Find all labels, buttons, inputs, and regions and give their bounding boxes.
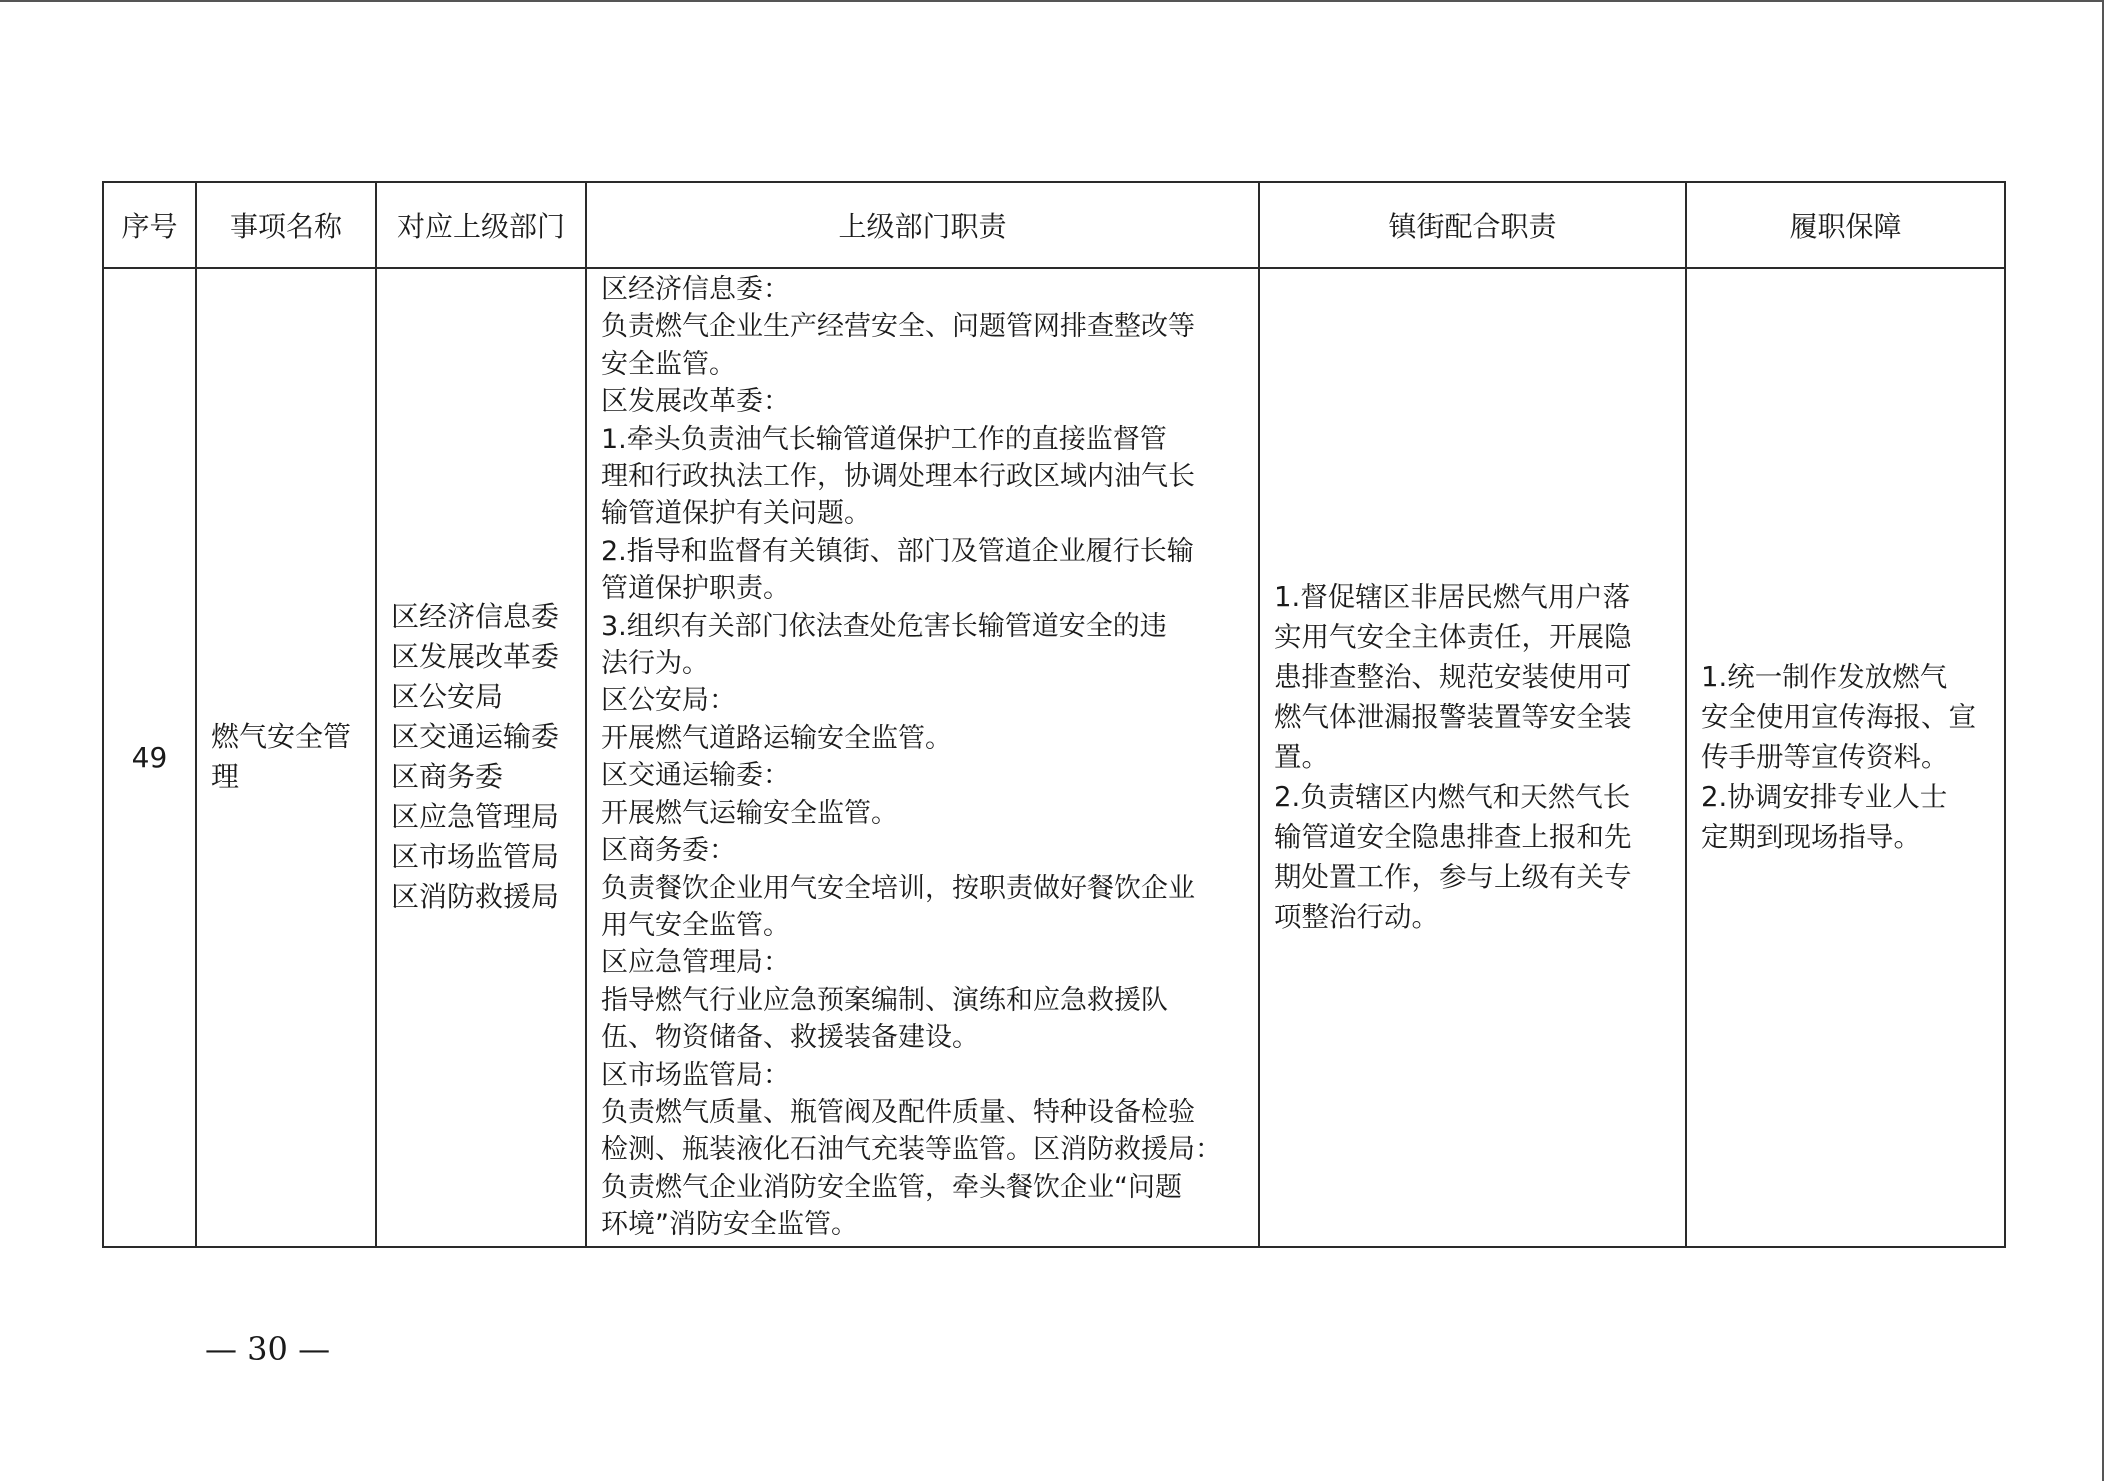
duty-line: 负责燃气企业消防安全监管，牵头餐饮企业“问题	[601, 1171, 1182, 1203]
header-seq: 序号	[103, 182, 196, 268]
guarantee-line: 传手册等宣传资料。	[1701, 741, 1949, 774]
table-row	[103, 268, 2005, 1247]
item-name-line: 燃气安全管	[211, 720, 352, 754]
table-header-row	[103, 182, 2005, 268]
header-superior-duties: 上级部门职责	[586, 182, 1259, 268]
dept-item: 区公安局	[391, 680, 504, 714]
duty-line: 区市场监管局：	[601, 1059, 790, 1091]
header-town-duties: 镇街配合职责	[1259, 182, 1686, 268]
row-seq: 49	[103, 268, 196, 1247]
guarantee-line: 安全使用宣传海报、宣	[1701, 701, 1976, 734]
duty-line: 区商务委：	[601, 835, 736, 867]
row-superior-duties	[586, 268, 1259, 1247]
duty-line: 负责餐饮企业用气安全培训，按职责做好餐饮企业	[601, 872, 1195, 904]
town-duty-line: 项整治行动。	[1274, 901, 1439, 934]
duty-line: 用气安全监管。	[601, 909, 790, 941]
header-item-name: 事项名称	[196, 182, 376, 268]
duty-line: 输管道保护有关问题。	[601, 498, 871, 530]
town-duty-line: 患排查整治、规范安装使用可	[1274, 661, 1632, 694]
duty-line: 伍、物资储备、救援装备建设。	[601, 1022, 979, 1054]
town-duty-line: 实用气安全主体责任，开展隐	[1274, 621, 1632, 654]
dept-item: 区商务委	[391, 760, 504, 794]
header-guarantee: 履职保障	[1686, 182, 2005, 268]
guarantee-line: 1.统一制作发放燃气	[1701, 661, 1948, 694]
duty-line: 负责燃气质量、瓶管阀及配件质量、特种设备检验	[601, 1096, 1195, 1128]
dept-item: 区经济信息委	[391, 600, 560, 634]
duty-line: 管道保护职责。	[601, 573, 790, 605]
town-duty-line: 2.负责辖区内燃气和天然气长	[1274, 781, 1631, 814]
duty-line: 负责燃气企业生产经营安全、问题管网排查整改等	[601, 311, 1195, 343]
duty-line: 区应急管理局：	[601, 947, 790, 979]
item-name-line: 理	[211, 760, 240, 794]
page-number: — 30 —	[205, 1330, 331, 1368]
duty-line: 区交通运输委：	[601, 760, 790, 792]
dept-item: 区发展改革委	[391, 640, 560, 674]
duty-line: 开展燃气道路运输安全监管。	[601, 722, 952, 754]
page-top-border	[0, 0, 2104, 2]
duty-line: 区经济信息委：	[601, 274, 790, 305]
duty-line: 3.组织有关部门依法查处危害长输管道安全的违	[601, 610, 1167, 642]
town-duty-line: 燃气体泄漏报警装置等安全装	[1274, 701, 1632, 734]
dept-item: 区交通运输委	[391, 720, 560, 754]
row-town-duties	[1259, 268, 1686, 1247]
duty-line: 1.牵头负责油气长输管道保护工作的直接监督管	[601, 423, 1167, 455]
duty-line: 安全监管。	[601, 348, 736, 380]
header-superior-dept: 对应上级部门	[376, 182, 586, 268]
row-guarantee	[1686, 268, 2005, 1247]
row-item-name	[196, 268, 376, 1247]
town-duty-line: 期处置工作，参与上级有关专	[1274, 861, 1632, 894]
guarantee-line: 定期到现场指导。	[1701, 821, 1921, 854]
duty-line: 2.指导和监督有关镇街、部门及管道企业履行长输	[601, 535, 1194, 567]
town-duty-line: 1.督促辖区非居民燃气用户落	[1274, 581, 1631, 614]
duty-line: 环境”消防安全监管。	[601, 1209, 858, 1241]
duty-line: 区发展改革委：	[601, 386, 790, 418]
row-superior-depts	[376, 268, 586, 1247]
duty-line: 理和行政执法工作，协调处理本行政区域内油气长	[601, 461, 1195, 493]
duty-line: 指导燃气行业应急预案编制、演练和应急救援队	[601, 984, 1168, 1016]
duty-line: 法行为。	[601, 648, 709, 680]
duty-table	[102, 181, 2006, 1248]
dept-item: 区市场监管局	[391, 840, 560, 874]
duty-line: 检测、瓶装液化石油气充装等监管。区消防救援局：	[601, 1134, 1222, 1166]
dept-item: 区应急管理局	[391, 800, 560, 834]
duty-line: 开展燃气运输安全监管。	[601, 797, 898, 829]
duty-line: 区公安局：	[601, 685, 736, 717]
dept-item: 区消防救援局	[391, 880, 560, 914]
town-duty-line: 置。	[1274, 741, 1329, 774]
town-duty-line: 输管道安全隐患排查上报和先	[1274, 821, 1632, 854]
guarantee-line: 2.协调安排专业人士	[1701, 781, 1948, 814]
